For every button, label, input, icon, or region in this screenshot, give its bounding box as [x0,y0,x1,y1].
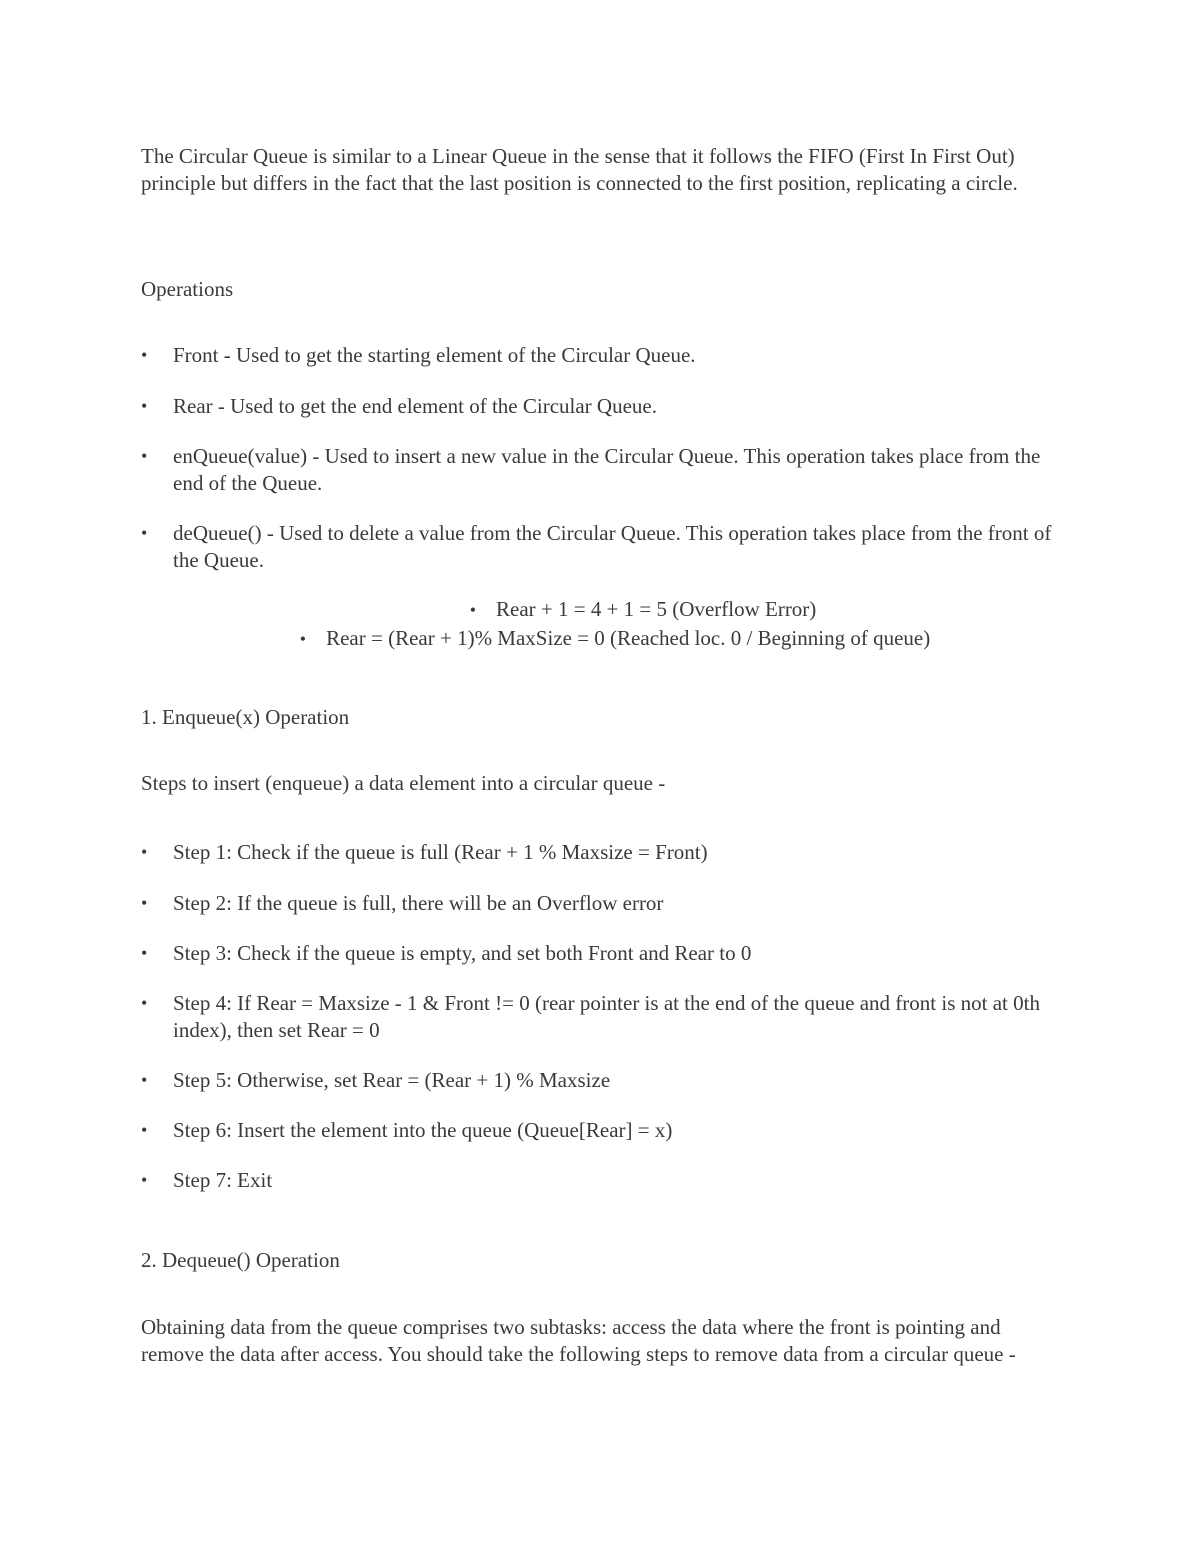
bullet-icon: • [141,345,148,365]
enqueue-step-1: Step 1: Check if the queue is full (Rear + 1 % Maxsize = Front) [173,840,708,864]
dequeue-intro: Obtaining data from the queue comprises two subtasks: access the data where the front is pointing and remove the data after access. You should take the following steps to remove data from a circular queue - [141,1315,1016,1366]
bullet-icon: • [141,943,148,963]
enqueue-step-7: Step 7: Exit [173,1168,273,1192]
bullet-icon: • [141,1170,148,1190]
enqueue-step-4: Step 4: If Rear = Maxsize - 1 & Front != 0 (rear pointer is at the end of the queue and front is not at 0th index), then set Rear = 0 [173,991,1040,1042]
operation-enqueue: enQueue(value) - Used to insert a new value in the Circular Queue. This operation takes place from the end of the Queue. [173,444,1041,495]
bullet-icon: • [141,1120,148,1140]
bullet-icon: • [141,523,148,543]
bullet-icon: • [299,629,307,649]
bullet-icon: • [141,396,148,416]
formula-text: Rear = (Rear + 1)% MaxSize = 0 (Reached loc. 0 / Beginning of queue) [326,626,931,650]
enqueue-step-6: Step 6: Insert the element into the queue (Queue[Rear] = x) [173,1118,673,1142]
dequeue-heading: 2. Dequeue() Operation [141,1248,340,1272]
operations-heading: Operations [141,277,234,301]
bullet-icon: • [141,446,148,466]
operation-dequeue: deQueue() - Used to delete a value from the Circular Queue. This operation takes place from the front of the Queue. [173,521,1052,572]
formula-text: Rear + 1 = 4 + 1 = 5 (Overflow Error) [496,597,817,621]
enqueue-intro: Steps to insert (enqueue) a data element into a circular queue - [141,771,666,795]
bullet-icon: • [141,842,148,862]
intro-paragraph: The Circular Queue is similar to a Linear Queue in the sense that it follows the FIFO (First In First Out) principle but differs in the fact that the last position is connected to the first position, replicating a circle. [141,144,1018,195]
enqueue-step-2: Step 2: If the queue is full, there will be an Overflow error [173,891,664,915]
enqueue-heading: 1. Enqueue(x) Operation [141,705,350,729]
enqueue-step-3: Step 3: Check if the queue is empty, and set both Front and Rear to 0 [173,941,752,965]
bullet-icon: • [141,993,148,1013]
bullet-icon: • [141,893,148,913]
bullet-icon: • [469,600,477,620]
enqueue-step-5: Step 5: Otherwise, set Rear = (Rear + 1) % Maxsize [173,1068,611,1092]
operation-front: Front - Used to get the starting element of the Circular Queue. [173,343,696,367]
bullet-icon: • [141,1070,148,1090]
operation-rear: Rear - Used to get the end element of the Circular Queue. [173,394,657,418]
formula-overflow [0,596,1200,624]
formula-wrap [0,625,1200,653]
